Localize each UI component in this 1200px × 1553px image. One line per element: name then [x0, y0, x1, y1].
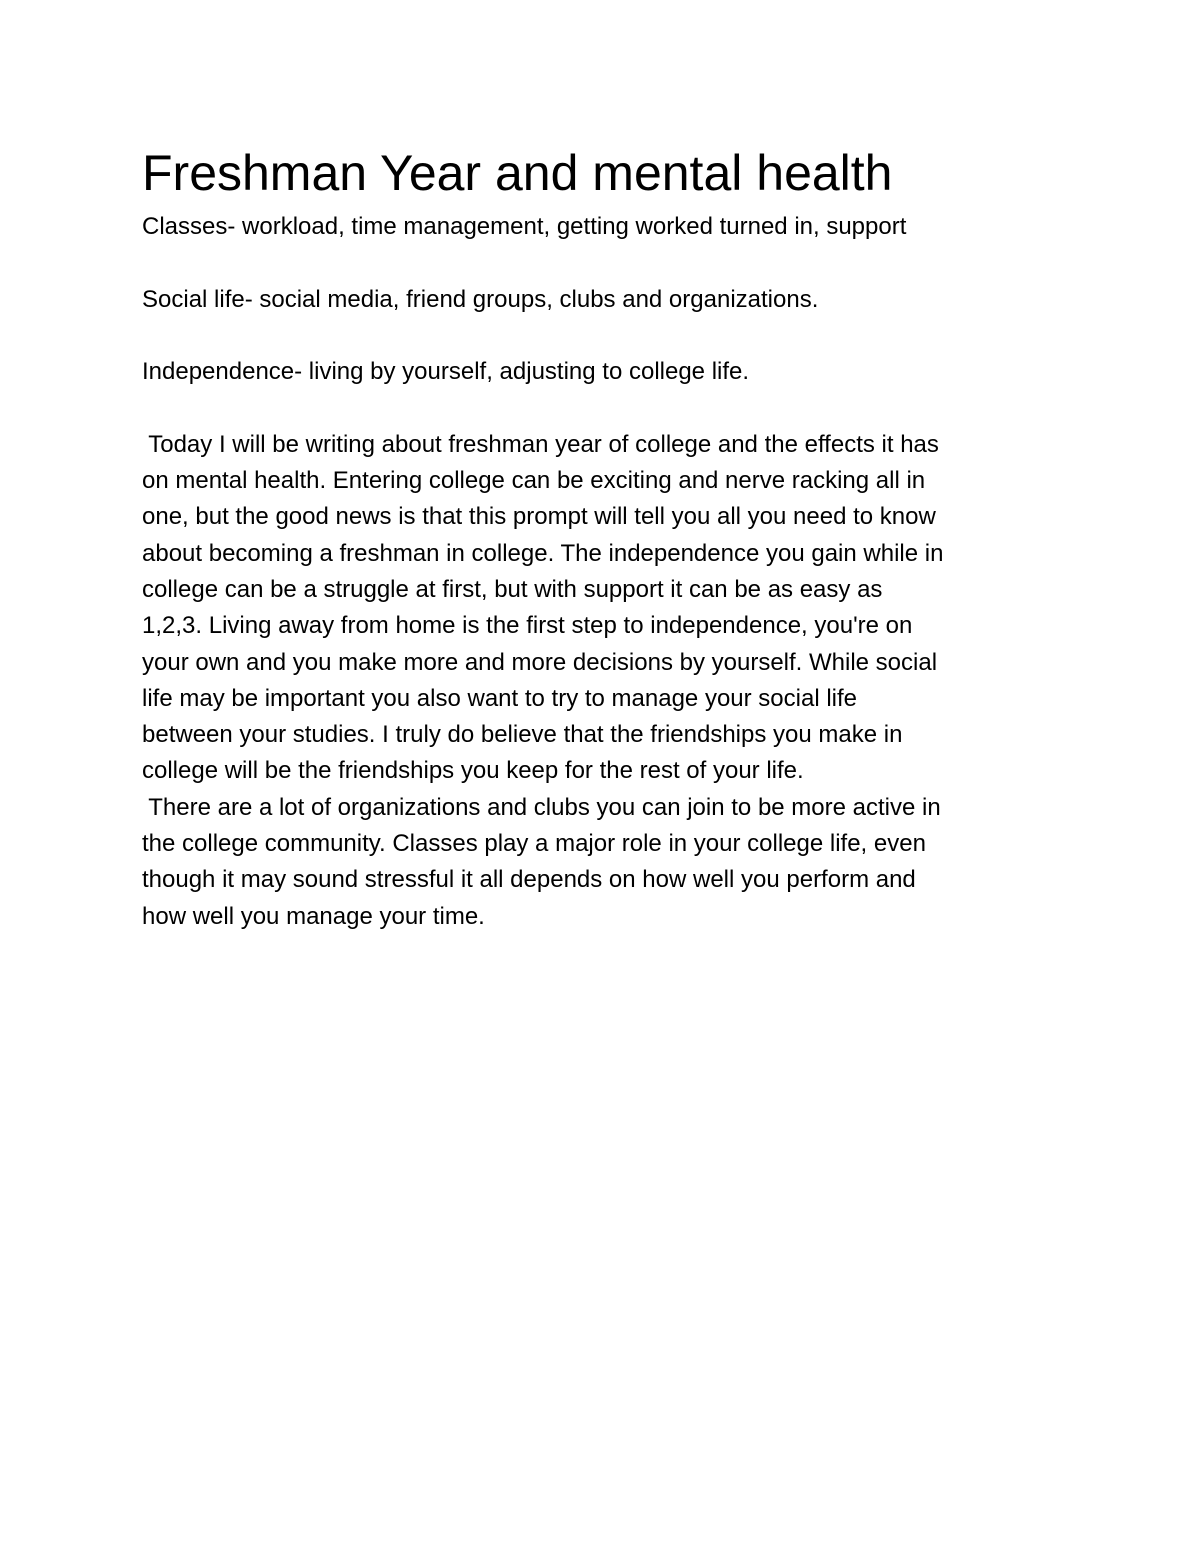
body-line: There are a lot of organizations and clubs you can join to be more active in — [142, 793, 941, 821]
paragraph-gap — [142, 318, 1072, 354]
body-line: the college community. Classes play a major role in your college life, even — [142, 830, 926, 858]
body-line: between your studies. I truly do believe that the friendships you make in — [142, 721, 903, 749]
body-line: college can be a struggle at first, but with support it can be as easy as — [142, 575, 883, 603]
document-title: Freshman Year and mental health — [142, 145, 893, 201]
body-line: Today I will be writing about freshman year of college and the effects it has — [142, 430, 939, 458]
document-content — [142, 143, 1072, 935]
outline-independence: Independence- living by yourself, adjusting to college life. — [142, 358, 750, 386]
essay-body — [142, 427, 1072, 935]
body-line: one, but the good news is that this prompt will tell you all you need to know — [142, 503, 936, 531]
paragraph-gap — [142, 245, 1072, 281]
body-line: how well you manage your time. — [142, 902, 485, 930]
body-line: though it may sound stressful it all depends on how well you perform and — [142, 866, 916, 894]
outline-classes: Classes- workload, time management, getting worked turned in, support — [142, 213, 907, 240]
body-line: your own and you make more and more decisions by yourself. While social — [142, 648, 938, 676]
paragraph-gap — [142, 390, 1072, 426]
outline-social-life: Social life- social media, friend groups, clubs and organizations. — [142, 285, 819, 313]
body-line: about becoming a freshman in college. The independence you gain while in — [142, 539, 944, 567]
body-line: college will be the friendships you keep for the rest of your life. — [142, 757, 804, 785]
body-line: life may be important you also want to try to manage your social life — [142, 684, 858, 712]
body-line: on mental health. Entering college can be exciting and nerve racking all in — [142, 467, 926, 495]
body-line: 1,2,3. Living away from home is the first step to independence, you're on — [142, 612, 913, 640]
